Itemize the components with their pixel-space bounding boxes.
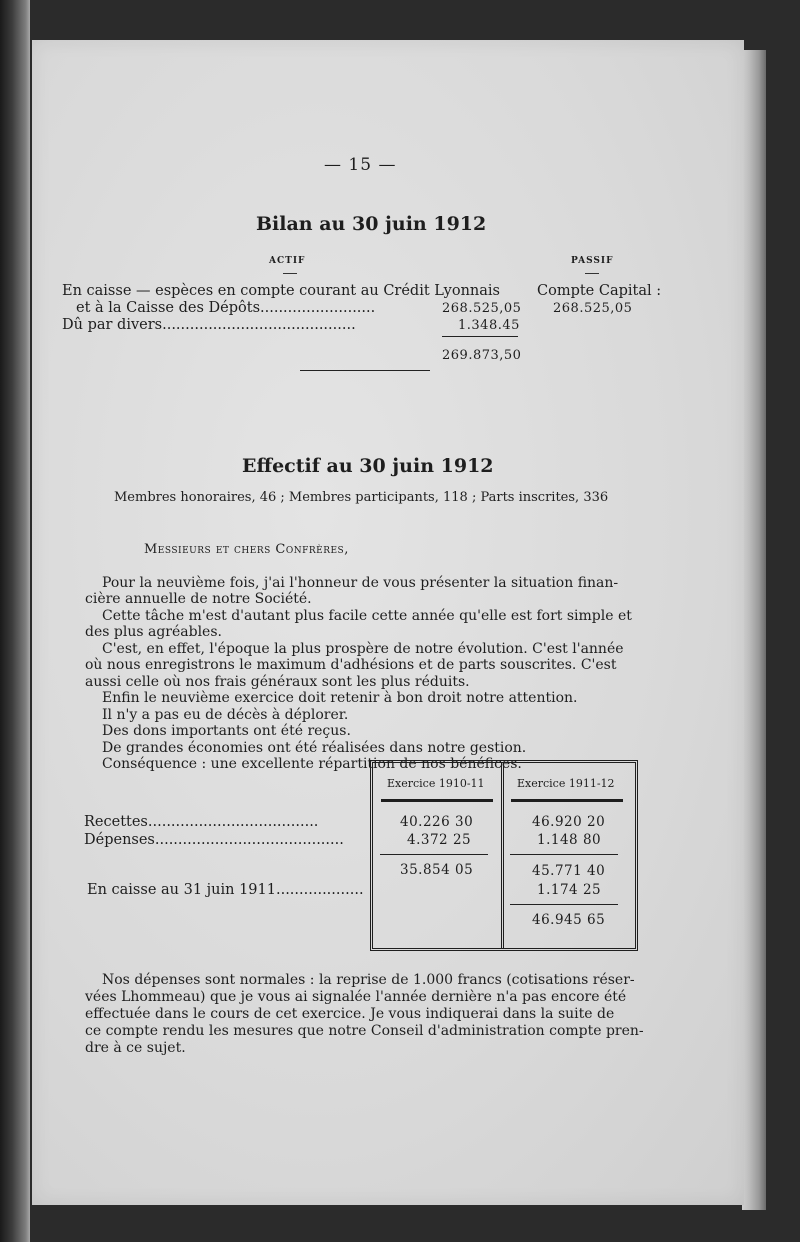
subtotal-rule-2 — [510, 854, 618, 855]
actif-dash — [283, 273, 297, 274]
row-recettes-1910: 40.226 30 — [400, 814, 474, 830]
page-edges-right — [742, 50, 766, 1210]
letter-line: Cette tâche m'est d'autant plus facile cette année qu'elle est fort simple et — [102, 608, 632, 624]
letter-line: De grandes économies ont été réalisées dans notre gestion. — [102, 740, 527, 756]
bilan-line-3-value: 1.348.45 — [458, 318, 520, 333]
closing-line: ce compte rendu les mesures que notre Conseil d'administration compte pren- — [85, 1023, 644, 1039]
row-depenses-label: Dépenses......................................... — [84, 832, 344, 848]
table-column-separator — [501, 763, 504, 948]
letter-line: où nous enregistrons le maximum d'adhésions et de parts souscrites. C'est — [85, 657, 617, 673]
passif-line-1: Compte Capital : — [537, 283, 662, 299]
bilan-sum-rule — [442, 336, 518, 337]
bilan-line-1: En caisse — espèces en compte courant au Crédit Lyonnais — [62, 283, 500, 299]
letter-line: aussi celle où nos frais généraux sont les plus réduits. — [85, 674, 470, 690]
letter-line: Pour la neuvième fois, j'ai l'honneur de vous présenter la situation finan- — [102, 575, 619, 591]
passif-dash — [585, 273, 599, 274]
subtotal-1911: 45.771 40 — [532, 863, 606, 879]
letter-line: Conséquence : une excellente répartition de nos bénéfices. — [102, 756, 522, 772]
total-rule — [510, 904, 618, 905]
closing-line: Nos dépenses sont normales : la reprise de 1.000 francs (cotisations réser- — [102, 972, 635, 988]
letter-line: Il n'y a pas eu de décès à déplorer. — [102, 707, 349, 723]
section-divider — [300, 370, 430, 371]
actif-label: ACTIF — [269, 256, 306, 266]
bilan-line-2: et à la Caisse des Dépôts......................... — [76, 300, 376, 316]
table-header-1911-12: Exercice 1911-12 — [517, 777, 615, 790]
caisse-label: En caisse au 31 juin 1911................... — [87, 882, 364, 898]
book-binding-left — [0, 0, 30, 1242]
table-header-rule-1 — [381, 799, 493, 802]
row-depenses-1911: 1.148 80 — [537, 832, 602, 848]
total-1911: 46.945 65 — [532, 912, 606, 928]
bilan-line-2-value: 268.525,05 — [442, 301, 522, 316]
bilan-title: Bilan au 30 juin 1912 — [256, 213, 487, 235]
closing-line: effectuée dans le cours de cet exercice. Je vous indiquerai dans la suite de — [85, 1006, 615, 1022]
letter-line: des plus agréables. — [85, 624, 222, 640]
letter-line: cière annuelle de notre Société. — [85, 591, 312, 607]
passif-value: 268.525,05 — [553, 301, 633, 316]
caisse-1911: 1.174 25 — [537, 882, 602, 898]
table-header-rule-2 — [511, 799, 623, 802]
row-recettes-label: Recettes..................................... — [84, 814, 319, 830]
row-depenses-1910: 4.372 25 — [407, 832, 472, 848]
table-header-1910-11: Exercice 1910-11 — [387, 777, 485, 790]
effectif-members: Membres honoraires, 46 ; Membres participants, 118 ; Parts inscrites, 336 — [114, 490, 609, 505]
passif-label: PASSIF — [571, 256, 614, 266]
subtotal-1910: 35.854 05 — [400, 862, 474, 878]
letter-salutation: Messieurs et chers Confrères, — [144, 542, 349, 557]
bilan-line-3: Dû par divers.......................................... — [62, 317, 356, 333]
letter-line: Enfin le neuvième exercice doit retenir à bon droit notre attention. — [102, 690, 578, 706]
closing-line: vées Lhommeau) que je vous ai signalée l'année dernière n'a pas encore été — [85, 989, 627, 1005]
subtotal-rule-1 — [380, 854, 488, 855]
row-recettes-1911: 46.920 20 — [532, 814, 606, 830]
bilan-total: 269.873,50 — [442, 348, 522, 363]
document-page — [32, 40, 744, 1205]
effectif-title: Effectif au 30 juin 1912 — [242, 455, 494, 477]
page-number: — 15 — — [324, 155, 397, 175]
letter-line: C'est, en effet, l'époque la plus prospère de notre évolution. C'est l'année — [102, 641, 624, 657]
closing-line: dre à ce sujet. — [85, 1040, 186, 1056]
letter-line: Des dons importants ont été reçus. — [102, 723, 351, 739]
